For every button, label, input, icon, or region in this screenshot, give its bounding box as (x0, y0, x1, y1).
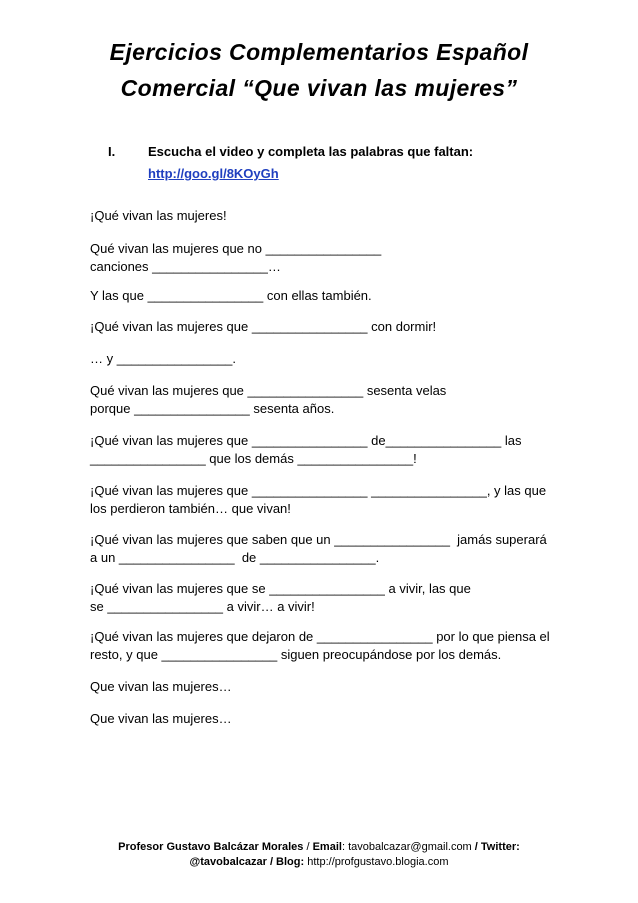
page-title-line-2: Comercial “Que vivan las mujeres” (120, 75, 518, 101)
lyric-line: Qué vivan las mujeres que ________________ sesenta velas (90, 383, 447, 398)
lyric-paragraph-12 (90, 678, 232, 696)
footer-author: Profesor Gustavo Balcázar Morales (118, 841, 304, 853)
lyric-line: ________________ que los demás ________________! (90, 451, 417, 466)
lyric-line: ¡Qué vivan las mujeres que dejaron de ________________ por lo que piensa el (90, 629, 550, 644)
video-link[interactable]: http://goo.gl/8KOyGh (148, 166, 279, 181)
footer-separator: / (303, 841, 313, 853)
footer-blog-label: / Blog: (266, 856, 305, 868)
lyric-line: se ________________ a vivir… a vivir! (90, 599, 315, 614)
footer-line-1 (0, 840, 638, 855)
footer-email-label: Email (312, 841, 342, 853)
lyric-line: … y ________________. (90, 351, 237, 366)
lyric-paragraph-9 (90, 531, 547, 567)
page-title-line-1: Ejercicios Complementarios Español (109, 39, 529, 65)
footer-twitter-label: / Twitter: (471, 841, 520, 853)
lyric-paragraph-4 (90, 318, 436, 336)
lyric-line: ¡Qué vivan las mujeres que se ________________ a vivir, las que (90, 581, 471, 596)
lyric-paragraph-7 (90, 432, 522, 468)
lyric-paragraph-1 (90, 207, 227, 225)
lyric-line: canciones ________________… (90, 259, 281, 274)
lyric-line: resto, y que ________________ siguen preocupándose por los demás. (90, 647, 502, 662)
lyric-line: a un ________________ de ________________. (90, 550, 380, 565)
lyric-paragraph-10 (90, 580, 471, 616)
lyric-paragraph-6 (90, 382, 446, 418)
lyric-line: los perdieron también… que vivan! (90, 501, 291, 516)
footer-line-2 (0, 855, 638, 870)
section-instruction: Escucha el video y completa las palabras que faltan: (148, 144, 474, 159)
lyric-line: ¡Qué vivan las mujeres que saben que un ________________ jamás superará (90, 532, 547, 547)
lyric-paragraph-5 (90, 350, 236, 368)
footer-blog: http://profgustavo.blogia.com (304, 856, 449, 868)
lyric-paragraph-3 (90, 287, 372, 305)
lyric-paragraph-11 (90, 628, 550, 664)
lyric-line: ¡Qué vivan las mujeres que ________________ con dormir! (90, 319, 437, 334)
lyric-line: Y las que ________________ con ellas también. (90, 288, 372, 303)
lyric-line: porque ________________ sesenta años. (90, 401, 335, 416)
lyric-line: ¡Qué vivan las mujeres que ________________ de________________ las (90, 433, 522, 448)
lyric-paragraph-2 (90, 240, 381, 276)
lyric-paragraph-13 (90, 710, 232, 728)
section-number: I. (108, 144, 116, 159)
footer-email: : tavobalcazar@gmail.com (341, 841, 472, 853)
lyric-paragraph-8 (90, 482, 546, 518)
lyric-line: ¡Qué vivan las mujeres! (90, 208, 227, 223)
footer-twitter-handle: @tavobalcazar (189, 856, 267, 868)
lyric-line: ¡Qué vivan las mujeres que ________________ ________________, y las que (90, 483, 547, 498)
lyric-line: Que vivan las mujeres… (90, 679, 232, 694)
lyric-line: Que vivan las mujeres… (90, 711, 232, 726)
lyric-line: Qué vivan las mujeres que no ________________ (90, 241, 382, 256)
